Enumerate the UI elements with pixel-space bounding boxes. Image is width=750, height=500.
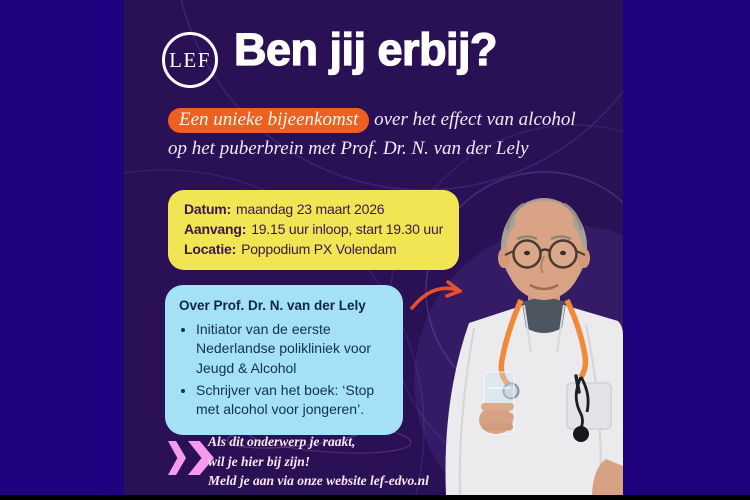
subtitle-line2: op het puberbrein met Prof. Dr. N. van der Lely	[168, 138, 529, 160]
detail-value: Poppodium PX Volendam	[241, 240, 397, 257]
bottom-letterbox-strip	[0, 495, 750, 500]
about-box	[165, 285, 403, 435]
detail-value: maandag 23 maart 2026	[236, 201, 385, 217]
right-fill-band	[623, 0, 750, 500]
detail-row-date	[184, 200, 443, 220]
lef-logo-text: LEF	[169, 47, 211, 72]
detail-label: Datum:	[184, 201, 232, 217]
left-fill-band	[0, 0, 124, 500]
about-bullet-list	[179, 320, 389, 420]
detail-label: Aanvang:	[184, 220, 247, 237]
about-heading: Over Prof. Dr. N. van der Lely	[179, 298, 366, 313]
detail-label: Locatie:	[184, 240, 237, 257]
highlight-pill: Een unieke bijeenkomst	[168, 108, 369, 133]
event-details-box	[168, 190, 459, 270]
subtitle-line1-rest: over het effect van alcohol	[369, 109, 576, 130]
flyer-canvas	[124, 0, 623, 495]
detail-value: 19.15 uur inloop, start 19.30 uur	[251, 220, 444, 237]
page-title: Ben jij erbij?	[234, 24, 498, 75]
detail-row-time	[184, 220, 443, 240]
cta-line: Als dit onderwerp je raakt,	[208, 434, 356, 449]
about-bullet: • Schrijver van het boek: ‘Stop met alcohol voor jongeren’.	[196, 381, 389, 420]
cta-line: Meld je aan via onze website lef-edvo.nl	[208, 473, 429, 489]
lef-logo	[162, 32, 218, 88]
about-bullet: • Initiator van de eerste Nederlandse polikliniek voor Jeugd & Alcohol	[196, 320, 389, 379]
cta-line: wil je hier bij zijn!	[208, 453, 311, 469]
chevron-right-icon	[168, 441, 186, 475]
subtitle	[168, 105, 608, 164]
cta-text	[208, 432, 429, 491]
detail-row-location	[184, 240, 443, 260]
